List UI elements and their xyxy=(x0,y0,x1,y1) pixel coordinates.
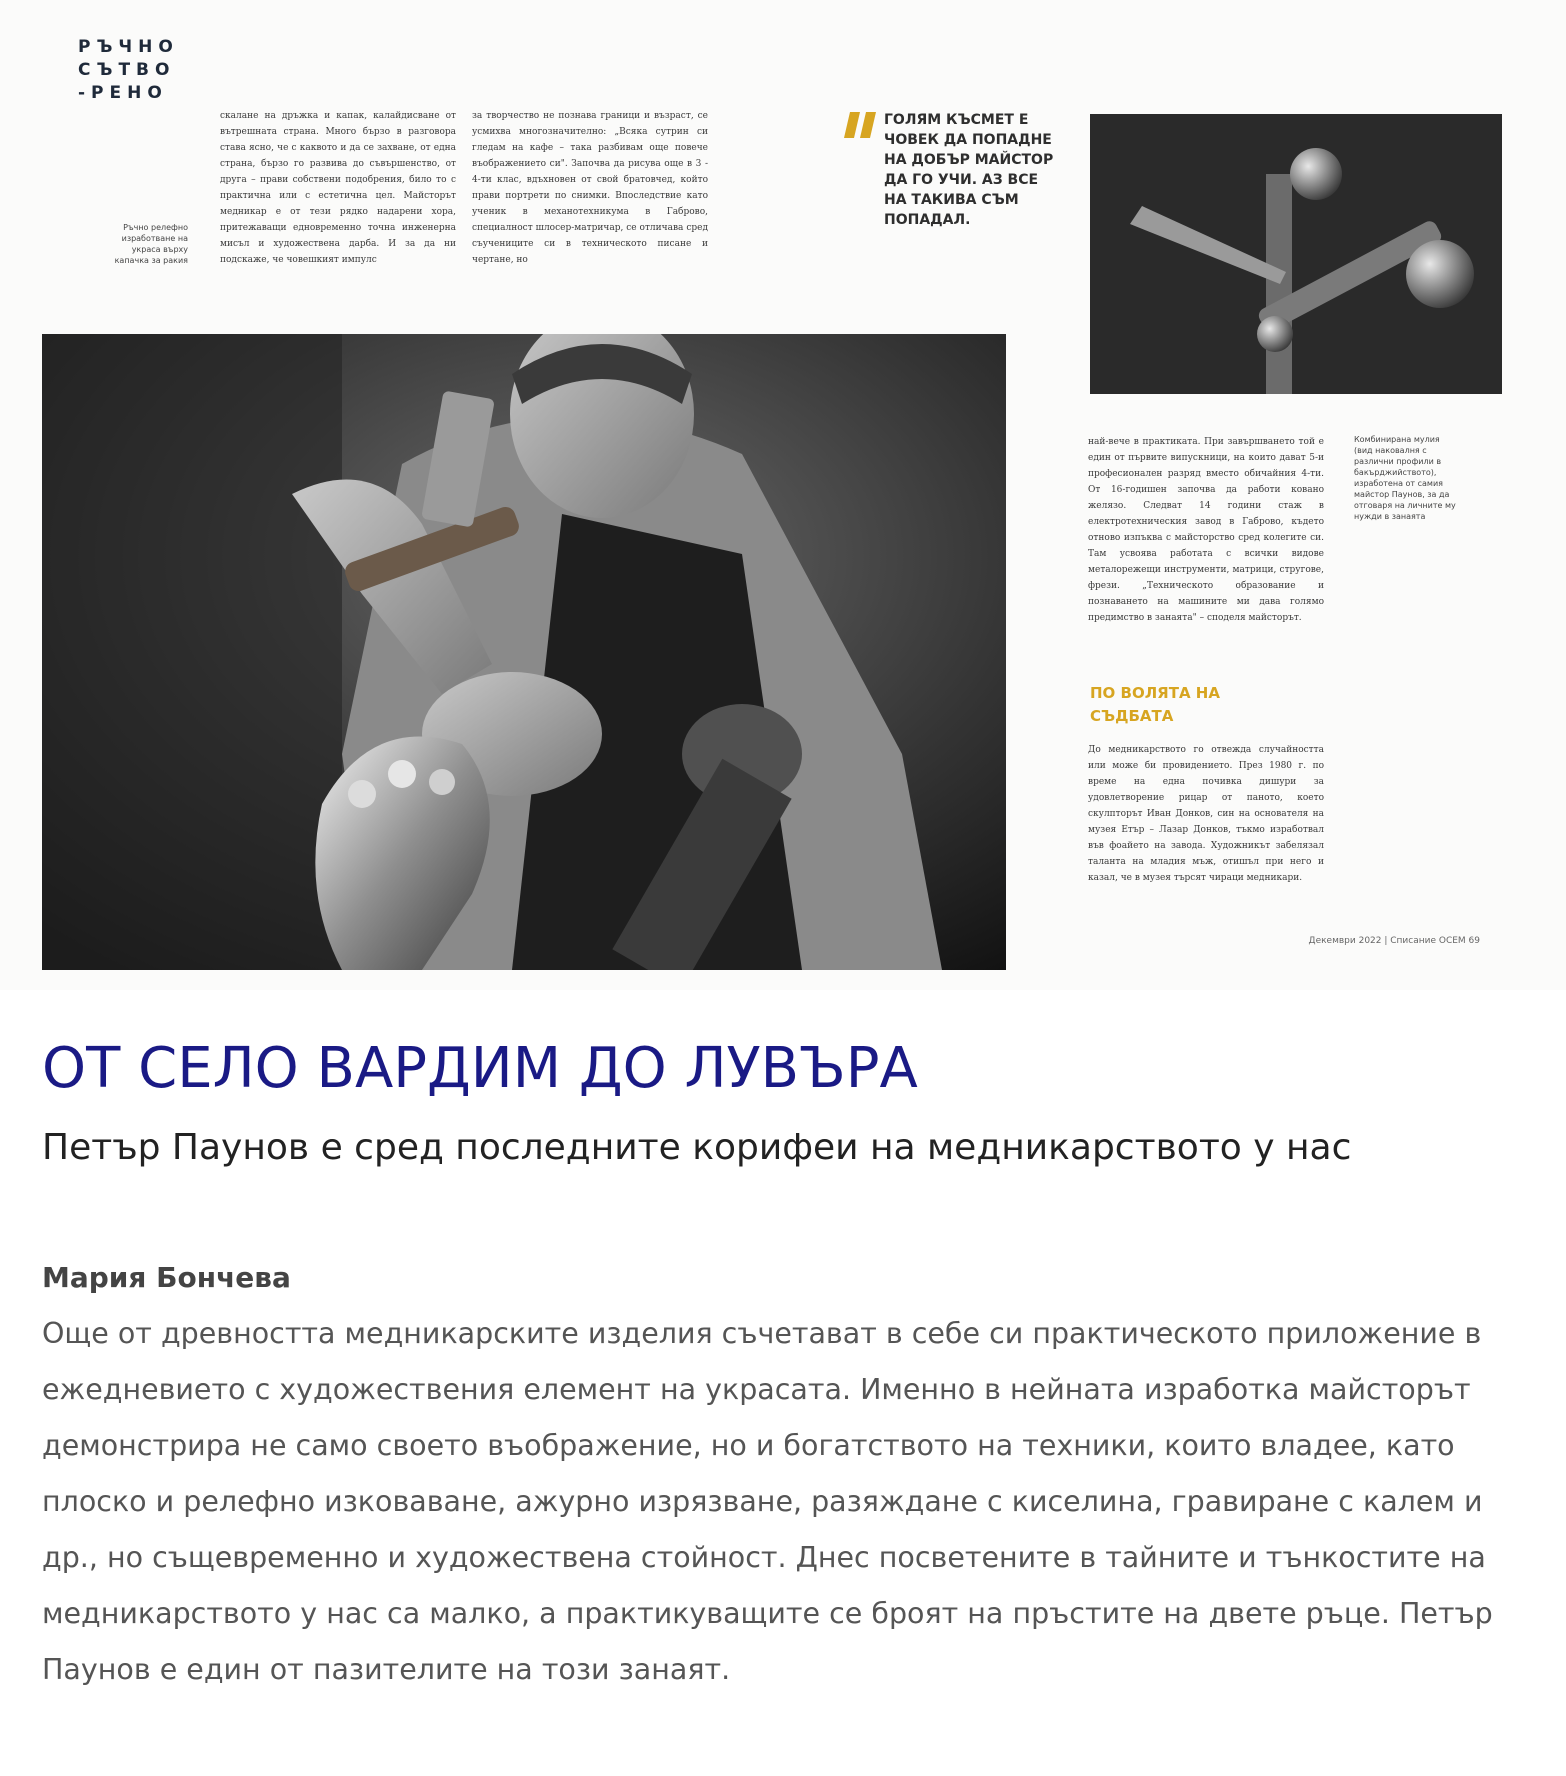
anvil-tool-illustration xyxy=(1090,114,1502,394)
magazine-column-2: за творчество не познава граници и възраст, се усмихва многозначително: „Всяка сутрин си гледам на кафе – така разбивам още повече въображението си". Започва да рисува още в 3 - 4-ти клас, вдъхновен от свой братовчед, който прави портрети по снимки. Впоследствие като ученик в механотехникума в Габрово, специалност шлосер-матричар, се отличава сред съучениците си в техническото писане и чертане, но xyxy=(472,111,708,265)
magazine-column-1: скалане на дръжка и капак, калайдисване от вътрешната страна. Много бързо в разговора става ясно, че с каквото и да се захване, от една страна, бързо го развива до съвършенство, от друга – прави собствени подобрения, било то с практична или с естетична цел. Майсторът медникар е от тези рядко надарени хора, притежаващи едновременно точна инженерна мисъл и художествена дарба. И за да ни подскаже, че човешкият импулс xyxy=(220,111,456,265)
page-footer: Декември 2022 | Списание ОСЕМ 69 xyxy=(1308,936,1480,946)
quote-mark-icon xyxy=(844,110,880,140)
pull-quote: ГОЛЯМ КЪСМЕТ Е ЧОВЕК ДА ПОПАДНЕ НА ДОБЪР МАЙСТОР ДА ГО УЧИ. АЗ ВСЕ НА ТАКИВА СЪМ ПОПАДАЛ. xyxy=(884,112,1054,228)
logo-line-3: -РЕНО xyxy=(78,83,168,103)
photo-caption-right: Комбинирана мулия (вид наковалня с различни профили в бакърджийството), изработена от самия майстор Паунов, за да отговаря на личните му нужди в занаята xyxy=(1354,435,1456,521)
article-subtitle: Петър Паунов е сред последните корифеи на медникарството у нас xyxy=(42,1127,1352,1168)
article-author: Мария Бончева xyxy=(42,1261,291,1294)
logo-line-2: СЪТВО xyxy=(78,60,176,80)
magazine-column-3: най-вече в практиката. При завършването той е един от първите випускници, на които дават 5-и професионален разряд вместо обичайния 4-ти. От 16-годишен започва да работи ковано желязо. Следват 14 години стаж в електротехническия завод в Габрово, където отново изпъква с майсторство сред колегите си. Там усвоява работата с всички видове металорежещи инструменти, матрици, стругове, фрези. „Техническото образование и познаването на машините ми дава голямо предимство в занаята" – споделя майсторът. xyxy=(1088,437,1324,623)
logo-line-1: РЪЧНО xyxy=(78,37,179,57)
photo-caption-left: Ръчно релефно изработване на украса върху капачка за ракия xyxy=(114,223,188,265)
magazine-logo xyxy=(78,36,188,105)
article-title: ОТ СЕЛО ВАРДИМ ДО ЛУВЪРА xyxy=(42,1036,918,1101)
article-lead-paragraph: Още от древността медникарските изделия съчетават в себе си практическото приложение в ежедневието с художествения елемент на украсата. Именно в нейната изработка майсторът демонстрира не само своето въображение, но и богатството на техники, които владее, като плоско и релефно изковаване, ажурно изрязване, разяждане с киселина, гравиране с калем и др., но същевременно и художествена стойност. Днес посветените в тайните и тънкостите на медникарството у нас са малко, а практикуващите се броят на пръстите на двете ръце. Петър Паунов е един от пазителите на този занаят. xyxy=(42,1317,1493,1686)
magazine-column-4: До медникарството го отвежда случайността или може би провидението. През 1980 г. по време на една почивка дишури за удовлетворение рицар от паното, което скулпторът Иван Донков, син на основателя на музея Етър – Лазар Донков, тъкмо изработвал във фоайето на завода. Художникът забелязал таланта на младия мъж, отишъл при него и казал, че в музея търсят чираци медникари. xyxy=(1088,745,1324,883)
section-subhead: ПО ВОЛЯТА НА СЪДБАТА xyxy=(1090,684,1220,725)
craftsman-illustration xyxy=(42,334,1006,970)
anvil-tool-photo xyxy=(1090,114,1502,394)
craftsman-photo xyxy=(42,334,1006,970)
